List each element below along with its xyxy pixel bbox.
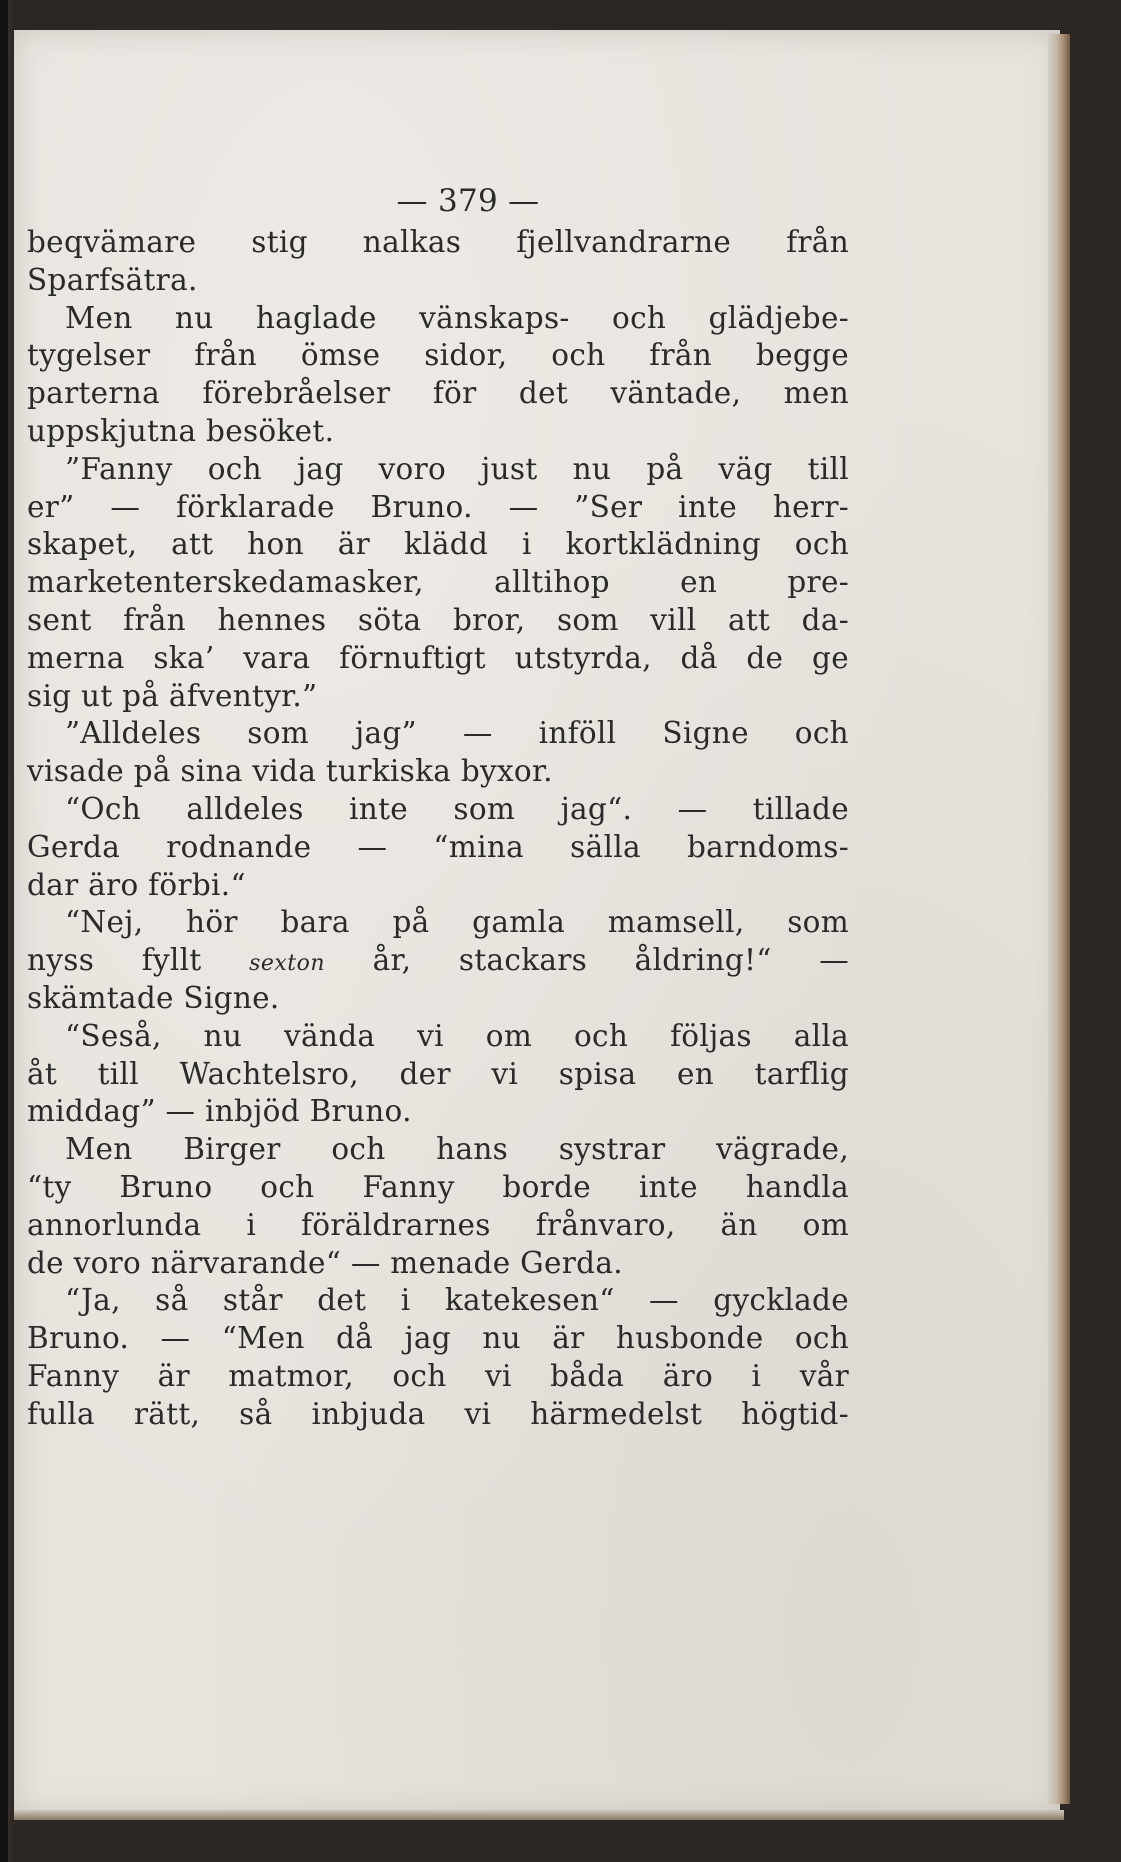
text-line-19: “Nej, hör bara på gamla mamsell, som bbox=[65, 905, 849, 940]
page-bottom-edge bbox=[14, 1810, 1064, 1820]
text-line-8: er” — förklarade Bruno. — ”Ser inte herr- bbox=[27, 489, 849, 524]
text-line-29: “Ja, så står det i katekesen“ — gycklade bbox=[65, 1283, 849, 1318]
text-line-23: åt till Wachtelsro, der vi spisa en tarflig bbox=[27, 1056, 849, 1091]
text-line-11: sent från hennes söta bror, som vill att da- bbox=[27, 602, 849, 637]
text-line-1: beqvämare stig nalkas fjellvandrarne från bbox=[27, 225, 849, 259]
text-line-25: Men Birger och hans systrar vägrade, bbox=[65, 1132, 849, 1167]
text-line-20 bbox=[27, 942, 849, 980]
text-line-17: Gerda rodnande — “mina sälla barndoms- bbox=[27, 829, 849, 864]
text-line-2: Sparfsätra. bbox=[27, 262, 198, 297]
text-line-14: ”Alldeles som jag” — inföll Signe och bbox=[65, 716, 849, 751]
text-line-6: uppskjutna besöket. bbox=[27, 413, 335, 448]
page-right-edge bbox=[1048, 34, 1070, 1804]
text-line-5: parterna förebråelser för det väntade, men bbox=[27, 376, 849, 411]
text-line-26: “ty Bruno och Fanny borde inte handla bbox=[27, 1169, 849, 1204]
text-line-13: sig ut på äfventyr.” bbox=[27, 678, 318, 713]
text-line-24: middag” — inbjöd Bruno. bbox=[27, 1094, 412, 1129]
text-line-3: Men nu haglade vänskaps- och glädjebe- bbox=[65, 300, 849, 335]
text-line-21: skämtade Signe. bbox=[27, 980, 280, 1015]
text-line-10: marketenterskedamasker, alltihop en pre- bbox=[27, 565, 849, 600]
page-number: — 379 — bbox=[396, 183, 540, 219]
text-line-28: de voro närvarande“ — menade Gerda. bbox=[27, 1245, 623, 1280]
text-line-27: annorlunda i föräldrarnes frånvaro, än om bbox=[27, 1207, 849, 1242]
text-line-7: ”Fanny och jag voro just nu på väg till bbox=[65, 451, 849, 486]
italic-word-sexton: sexton bbox=[249, 951, 326, 977]
text-line-20-start: nyss fyllt bbox=[27, 943, 250, 978]
body-text-block bbox=[27, 178, 849, 1434]
text-line-18: dar äro förbi.“ bbox=[27, 867, 246, 902]
text-line-16: “Och alldeles inte som jag“. — tillade bbox=[65, 791, 849, 826]
text-line-12: merna ska’ vara förnuftigt utstyrda, då de ge bbox=[27, 640, 849, 675]
text-line-32: fulla rätt, så inbjuda vi härmedelst högtid- bbox=[27, 1396, 849, 1431]
text-line-22: “Seså, nu vända vi om och följas alla bbox=[65, 1018, 849, 1053]
text-line-4: tygelser från ömse sidor, och från begge bbox=[27, 338, 849, 373]
text-line-31: Fanny är matmor, och vi båda äro i vår bbox=[27, 1358, 849, 1393]
text-line-30: Bruno. — “Men då jag nu är husbonde och bbox=[27, 1321, 849, 1356]
text-line-9: skapet, att hon är klädd i kortklädning och bbox=[27, 527, 849, 562]
text-line-15: visade på sina vida turkiska byxor. bbox=[27, 754, 553, 789]
left-binding-edge bbox=[0, 0, 8, 1862]
text-line-20-end: år, stackars åldring!“ — bbox=[325, 943, 849, 978]
